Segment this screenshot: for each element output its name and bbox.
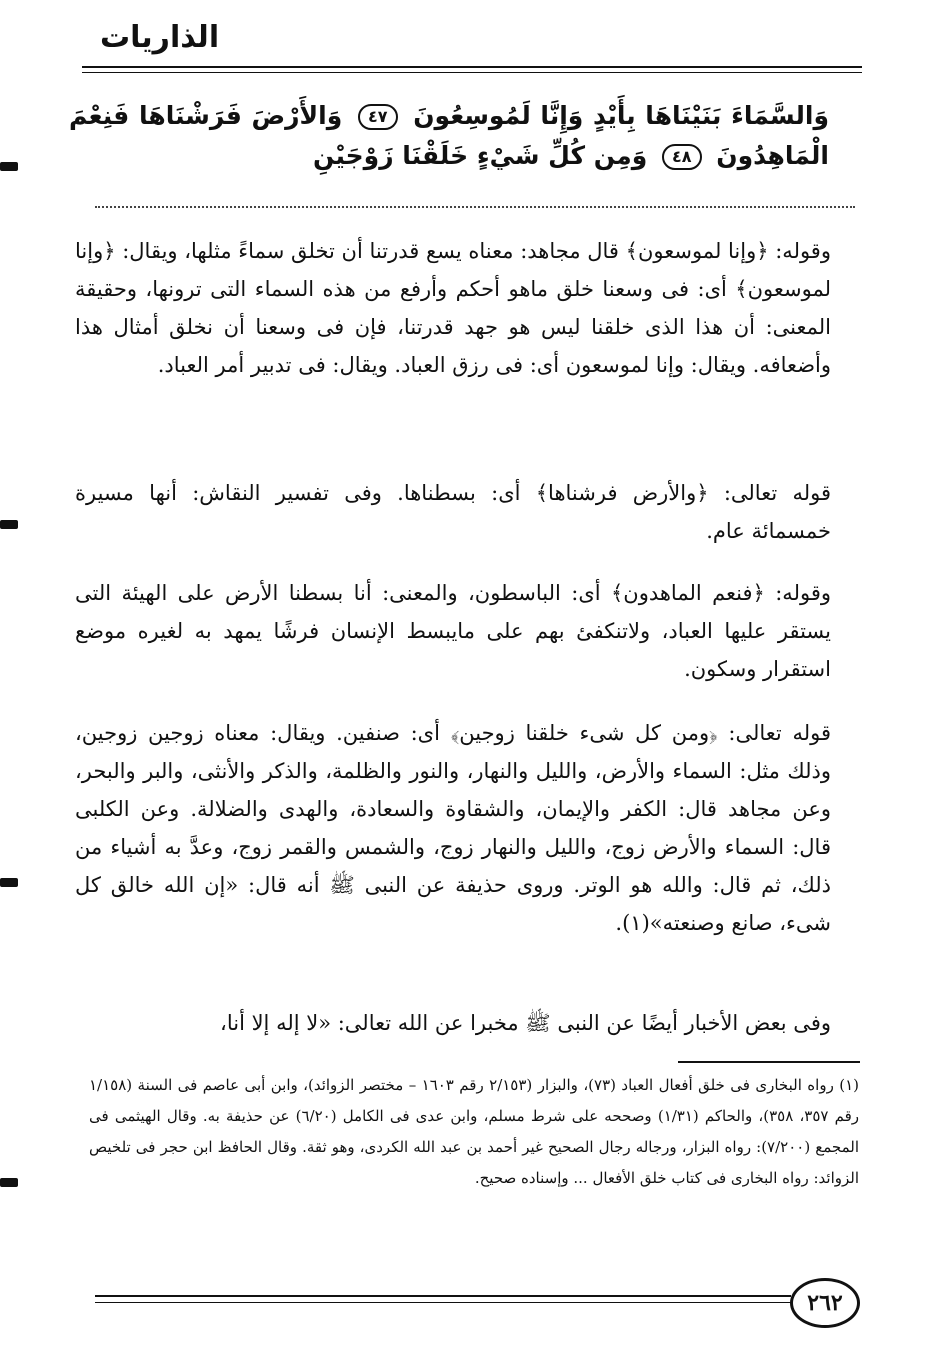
page-number: ٢٦٢: [807, 1290, 843, 1316]
paragraph-text: قوله تعالى: ﴿والأرض فرشناها﴾ أى: بسطناها. وفى تفسير النقاش: أنها مسيرة خمسمائة عام.: [75, 481, 831, 543]
quran-verse-block: [69, 96, 829, 176]
margin-mark: [0, 162, 18, 171]
paragraph-3: [75, 574, 831, 688]
margin-mark: [0, 1178, 18, 1187]
verse-separator: [95, 206, 855, 208]
page-number-badge: [790, 1278, 860, 1328]
paragraph-text: قوله تعالى: ﴿ومن كل شىء خلقنا زوجين﴾ أى: صنفين. ويقال: معناه زوجين زوجين، وذلك مثل: السماء والأرض، والليل والنهار، والنور والظلمة، والذكر والأنثى، والبر والبحر، وعن مجاهد قال: الكفر والإيمان، والشقاوة والسعادة، والهدى والضلالة. وعن الكلبى قال: السماء والأرض زوج، والليل والنهار زوج، والشمس والقمر زوج، وعدَّ به أشياء من ذلك، ثم قال: والله هو الوتر. وروى حذيفة عن النبى ﷺ أنه قال: «إن الله خالق كل شىء، صانع وصنعته»(١).: [75, 721, 831, 935]
footnote-rule: [678, 1061, 860, 1063]
paragraph-1: [75, 232, 831, 384]
margin-mark: [0, 878, 18, 887]
verse-text-1a: وَالسَّمَاءَ بَنَيْنَاهَا بِأَيْدٍ وَإِنَّا لَمُوسِعُونَ: [413, 101, 829, 130]
verse-text-1b: وَالأَرْضَ فَرَشْنَاهَا فَنِعْمَ الْمَاهِدُونَ: [69, 101, 829, 170]
footnote: (١) رواه البخارى فى خلق أفعال العباد (٧٣)، والبزار (٢/١٥٣ رقم ١٦٠٣ – مختصر الزوائد)، وابن أبى عاصم فى السنة (١/١٥٨ رقم ٣٥٧، ٣٥٨)، والحاكم (١/٣١) وصححه على شرط مسلم، وابن عدى فى الكامل (٦/٢٠) عن حذيفة به. وقال الهيثمى فى المجمع (٧/٢٠٠): رواه البزار، ورجاله رجال الصحيح غير أحمد بن عبد الله الكردى، وهو ثقة. وقال الحافظ ابن حجر فى تلخيص الزوائد: رواه البخارى فى كتاب خلق الأفعال ... وإسناده صحيح.: [89, 1076, 860, 1187]
footer-rule-bottom: [95, 1302, 791, 1303]
ayah-number-47: ٤٧: [358, 104, 398, 130]
paragraph-5: [75, 1004, 831, 1042]
footer-rule-top: [95, 1295, 791, 1297]
paragraph-text: وقوله: ﴿فنعم الماهدون﴾ أى: الباسطون، والمعنى: أنا بسطنا الأرض على الهيئة التى يستقر عليها العباد، ولاتنكفئ بهم على مايبسط الإنسان فرشًا يمهد به لغيره موضع استقرار وسكون.: [75, 581, 831, 681]
header-rule-top: [82, 66, 862, 68]
paragraph-2: [75, 474, 831, 550]
margin-mark: [0, 520, 18, 529]
ayah-number-48: ٤٨: [662, 144, 702, 170]
paragraph-text: وقوله: ﴿وإنا لموسعون﴾ قال مجاهد: معناه يسع قدرتنا أن تخلق سماءً مثلها، ويقال: ﴿وإنا لموسعون﴾ أى: فى وسعنا خلق ماهو أحكم وأرفع من هذه السماء التى ترونها، وحقيقة المعنى: أن هذا الذى خلقنا ليس هو جهد قدرتنا، فإن فى وسعنا أن نخلق أمثال هذا وأضعافه. ويقال: وإنا لموسعون أى: فى رزق العباد. ويقال: فى تدبير أمر العباد.: [75, 239, 831, 377]
surah-title: الذاريات: [100, 20, 220, 55]
paragraph-4: [75, 714, 831, 942]
verse-text-2: وَمِن كُلِّ شَيْءٍ خَلَقْنَا زَوْجَيْنِ: [312, 141, 648, 170]
header-rule-bottom: [82, 72, 862, 73]
paragraph-text: وفى بعض الأخبار أيضًا عن النبى ﷺ مخبرا عن الله تعالى: «لا إله إلا أنا،: [220, 1011, 831, 1035]
